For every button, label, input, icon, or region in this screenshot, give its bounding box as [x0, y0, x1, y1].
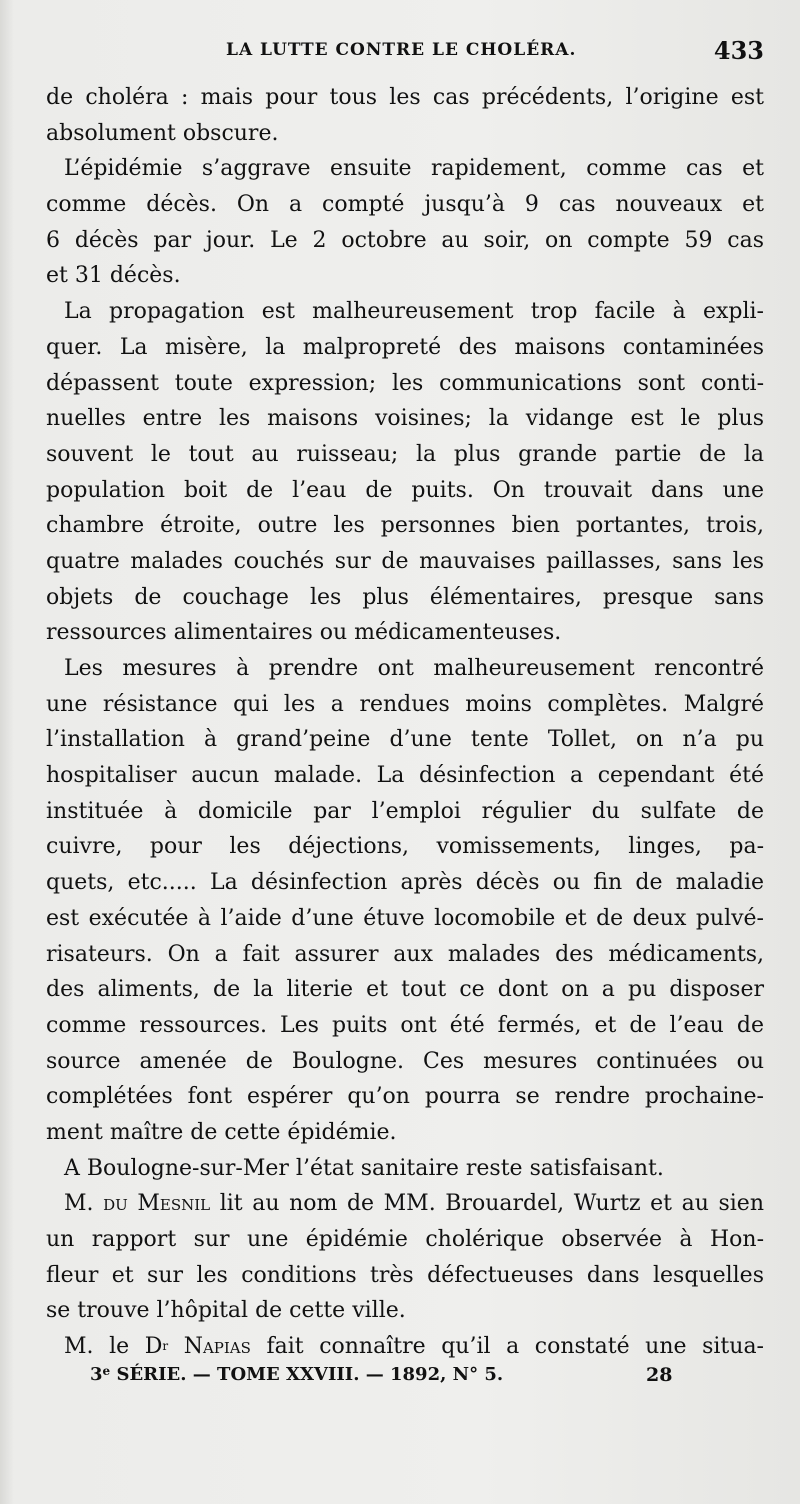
text-line: comme ressources. Les puits ont été fermés, et de l’eau de: [46, 1012, 764, 1038]
text-line: objets de couchage les plus élémentaires, presque sans: [46, 584, 764, 610]
text-line: La propagation est malheureusement trop facile à expli-: [64, 299, 764, 325]
signature-mark: 28: [646, 1364, 673, 1386]
text-line: chambre étroite, outre les personnes bien portantes, trois,: [46, 513, 764, 539]
text-line: une résistance qui les a rendues moins complètes. Malgré: [46, 691, 764, 717]
running-title: LA LUTTE CONTRE LE CHOLÉRA.: [226, 40, 577, 60]
author-name: Napias: [183, 1334, 251, 1360]
text-fragment: lit au nom de MM. Brouardel, Wurtz et au sien: [219, 1191, 764, 1217]
text-line: est exécutée à l’aide d’une étuve locomobile et de deux pulvé-: [46, 905, 764, 931]
text-line: [46, 1186, 764, 1222]
superscript: r: [162, 1339, 169, 1354]
text-line: un rapport sur une épidémie cholérique observée à Hon-: [46, 1227, 764, 1252]
text-line: se trouve l’hôpital de cette ville.: [46, 1298, 406, 1324]
text-line: hospitaliser aucun malade. La désinfection a cependant été: [46, 763, 764, 789]
text-line: risateurs. On a fait assurer aux malades des médicaments,: [46, 941, 764, 967]
text-line: [46, 1329, 764, 1365]
series-details: SÉRIE. — TOME XXVIII. — 1892, N° 5.: [110, 1364, 504, 1385]
author-name: du Mesnil: [103, 1191, 211, 1217]
text-line: population boit de l’eau de puits. On trouvait dans une: [46, 477, 764, 503]
text-line: complétées font espérer qu’on pourra se rendre prochaine-: [46, 1084, 764, 1110]
text-line: 6 décès par jour. Le 2 octobre au soir, on compte 59 cas: [46, 227, 764, 253]
text-line: des aliments, de la literie et tout ce dont on a pu disposer: [46, 977, 764, 1003]
page-footer: [0, 1364, 800, 1392]
text-line: souvent le tout au ruisseau; la plus grande partie de la: [46, 441, 764, 467]
text-line: dépassent toute expression; les communications sont conti-: [46, 370, 764, 396]
body-text: [46, 80, 764, 1365]
text-line: L’épidémie s’aggrave ensuite rapidement, comme cas et: [64, 156, 764, 182]
superscript: e: [102, 1364, 111, 1378]
text-line: absolument obscure.: [46, 120, 279, 146]
text-line: cuivre, pour les déjections, vomissements, linges, pa-: [46, 834, 764, 860]
text-line: quatre malades couchés sur de mauvaises paillasses, sans les: [46, 548, 764, 574]
text-line: source amenée de Boulogne. Ces mesures continuées ou: [46, 1048, 764, 1074]
text-line: et 31 décès.: [46, 263, 181, 289]
text-line: quer. La misère, la malpropreté des maisons contaminées: [46, 334, 764, 360]
series-info: [90, 1364, 503, 1385]
text-line: fleur et sur les conditions très défectueuses dans lesquelles: [46, 1262, 764, 1288]
text-line: quets, etc..... La désinfection après décès ou fin de maladie: [46, 870, 764, 896]
text-line: de choléra : mais pour tous les cas précédents, l’origine est: [46, 85, 764, 110]
text-line: nuelles entre les maisons voisines; la vidange est le plus: [46, 406, 764, 432]
text-line: A Boulogne-sur-Mer l’état sanitaire reste satisfaisant.: [64, 1155, 664, 1181]
running-head: [0, 36, 800, 70]
text-fragment: fait connaître qu’il a constaté une situa-: [266, 1334, 764, 1360]
text-line: l’installation à grand’peine d’une tente Tollet, on n’a pu: [46, 727, 764, 753]
text-line: ressources alimentaires ou médicamenteuses.: [46, 620, 562, 646]
text-line: instituée à domicile par l’emploi régulier du sulfate de: [46, 798, 764, 824]
page-number: 433: [713, 36, 764, 65]
text-fragment: M. le D: [64, 1334, 163, 1360]
text-line: Les mesures à prendre ont malheureusement rencontré: [64, 656, 764, 681]
text-line: comme décès. On a compté jusqu’à 9 cas nouveaux et: [46, 192, 764, 218]
text-line: ment maître de cette épidémie.: [46, 1119, 397, 1145]
text-fragment: M.: [64, 1191, 104, 1217]
series-number: 3: [90, 1364, 103, 1385]
